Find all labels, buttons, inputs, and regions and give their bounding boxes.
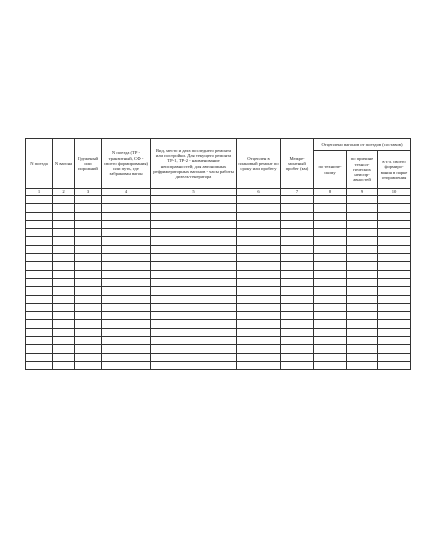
table-cell[interactable] xyxy=(378,345,411,353)
table-cell[interactable] xyxy=(26,337,53,345)
table-cell[interactable] xyxy=(151,361,237,369)
table-cell[interactable] xyxy=(237,237,281,245)
table-cell[interactable] xyxy=(314,312,347,320)
table-cell[interactable] xyxy=(75,204,102,212)
table-cell[interactable] xyxy=(237,312,281,320)
header-detached-group: Отцеплено вагонов от поездов (составов) xyxy=(314,139,411,151)
table-cell[interactable] xyxy=(378,262,411,270)
table-cell[interactable] xyxy=(378,328,411,336)
table-cell[interactable] xyxy=(26,328,53,336)
table-row xyxy=(26,320,411,328)
table-cell[interactable] xyxy=(75,245,102,253)
table-row xyxy=(26,270,411,278)
table-cell[interactable] xyxy=(314,196,347,204)
table-cell[interactable] xyxy=(75,312,102,320)
table-row xyxy=(26,287,411,295)
table-cell[interactable] xyxy=(75,254,102,262)
table-cell[interactable] xyxy=(151,303,237,311)
column-number: 7 xyxy=(281,189,314,196)
table-cell[interactable] xyxy=(281,229,314,237)
table-cell[interactable] xyxy=(53,295,75,303)
table-row xyxy=(26,262,411,270)
table-cell[interactable] xyxy=(281,196,314,204)
table-cell[interactable] xyxy=(237,361,281,369)
table-cell[interactable] xyxy=(151,312,237,320)
table-cell[interactable] xyxy=(26,303,53,311)
table-cell[interactable] xyxy=(281,295,314,303)
table-row xyxy=(26,237,411,245)
table-cell[interactable] xyxy=(151,262,237,270)
table-cell[interactable] xyxy=(26,254,53,262)
column-number: 1 xyxy=(26,189,53,196)
table-cell[interactable] xyxy=(237,220,281,228)
table-cell[interactable] xyxy=(237,212,281,220)
table-cell[interactable] xyxy=(347,262,378,270)
header-own-formation: в т.ч. своего формиро-вания в парке отправления xyxy=(378,151,411,189)
table-cell[interactable] xyxy=(314,337,347,345)
table-cell[interactable] xyxy=(281,220,314,228)
table-cell[interactable] xyxy=(347,270,378,278)
column-number-row xyxy=(26,189,411,196)
table-cell[interactable] xyxy=(75,270,102,278)
table-row xyxy=(26,328,411,336)
table-cell[interactable] xyxy=(378,278,411,286)
table-cell[interactable] xyxy=(75,303,102,311)
table-cell[interactable] xyxy=(53,220,75,228)
table-row xyxy=(26,212,411,220)
header-loaded-or-empty: Груженый или порожний xyxy=(75,139,102,189)
table-cell[interactable] xyxy=(237,287,281,295)
table-cell[interactable] xyxy=(102,337,151,345)
table-row xyxy=(26,312,411,320)
table-cell[interactable] xyxy=(314,287,347,295)
header-train-or-track: N поезда (ТР - транзитный, СФ - своего формирования) или путь, где забракован вагон xyxy=(102,139,151,189)
table-body xyxy=(26,189,411,370)
table-cell[interactable] xyxy=(281,254,314,262)
table-cell[interactable] xyxy=(347,312,378,320)
column-number: 9 xyxy=(347,189,378,196)
table-cell[interactable] xyxy=(281,278,314,286)
header-train-number: N поезда xyxy=(26,139,53,189)
table-cell[interactable] xyxy=(237,295,281,303)
table-cell[interactable] xyxy=(237,328,281,336)
table-cell[interactable] xyxy=(151,254,237,262)
table-cell[interactable] xyxy=(281,328,314,336)
table-cell[interactable] xyxy=(102,196,151,204)
table-cell[interactable] xyxy=(102,229,151,237)
table-cell[interactable] xyxy=(102,270,151,278)
table-cell[interactable] xyxy=(347,254,378,262)
table-row xyxy=(26,303,411,311)
table-cell[interactable] xyxy=(347,196,378,204)
table-cell[interactable] xyxy=(281,245,314,253)
table-cell[interactable] xyxy=(151,237,237,245)
table-cell[interactable] xyxy=(102,353,151,361)
table-cell[interactable] xyxy=(314,345,347,353)
table-cell[interactable] xyxy=(347,337,378,345)
table-cell[interactable] xyxy=(26,212,53,220)
table-cell[interactable] xyxy=(53,245,75,253)
table-cell[interactable] xyxy=(378,361,411,369)
table-cell[interactable] xyxy=(378,295,411,303)
table-cell[interactable] xyxy=(53,278,75,286)
table-cell[interactable] xyxy=(281,345,314,353)
table-cell[interactable] xyxy=(151,295,237,303)
table-row xyxy=(26,220,411,228)
table-row xyxy=(26,254,411,262)
table-cell[interactable] xyxy=(151,196,237,204)
table-cell[interactable] xyxy=(75,220,102,228)
table-cell[interactable] xyxy=(237,229,281,237)
table-cell[interactable] xyxy=(75,287,102,295)
table-cell[interactable] xyxy=(314,237,347,245)
table-cell[interactable] xyxy=(281,303,314,311)
column-number: 2 xyxy=(53,189,75,196)
table-cell[interactable] xyxy=(102,245,151,253)
table-cell[interactable] xyxy=(53,328,75,336)
table-cell[interactable] xyxy=(281,212,314,220)
table-cell[interactable] xyxy=(26,204,53,212)
table-cell[interactable] xyxy=(314,220,347,228)
table-cell[interactable] xyxy=(151,278,237,286)
table-cell[interactable] xyxy=(102,237,151,245)
table-cell[interactable] xyxy=(102,361,151,369)
table-cell[interactable] xyxy=(53,254,75,262)
table-cell[interactable] xyxy=(102,295,151,303)
table-cell[interactable] xyxy=(378,287,411,295)
table-cell[interactable] xyxy=(53,361,75,369)
table-cell[interactable] xyxy=(26,295,53,303)
table-cell[interactable] xyxy=(53,287,75,295)
table-cell[interactable] xyxy=(53,270,75,278)
table-cell[interactable] xyxy=(347,220,378,228)
table-row xyxy=(26,337,411,345)
table-cell[interactable] xyxy=(347,345,378,353)
table-cell[interactable] xyxy=(26,270,53,278)
header-mileage: Межре-монтный пробег (км) xyxy=(281,139,314,189)
table-cell[interactable] xyxy=(314,270,347,278)
table-cell[interactable] xyxy=(26,196,53,204)
table-cell[interactable] xyxy=(237,345,281,353)
table-cell[interactable] xyxy=(314,204,347,212)
table-cell[interactable] xyxy=(151,320,237,328)
table-cell[interactable] xyxy=(102,220,151,228)
table-cell[interactable] xyxy=(151,229,237,237)
table-cell[interactable] xyxy=(347,361,378,369)
table-cell[interactable] xyxy=(347,287,378,295)
table-cell[interactable] xyxy=(26,220,53,228)
table-cell[interactable] xyxy=(53,237,75,245)
table-cell[interactable] xyxy=(26,312,53,320)
table-cell[interactable] xyxy=(347,278,378,286)
table-cell[interactable] xyxy=(378,196,411,204)
table-cell[interactable] xyxy=(378,220,411,228)
table-cell[interactable] xyxy=(75,262,102,270)
table-cell[interactable] xyxy=(347,212,378,220)
table-cell[interactable] xyxy=(26,361,53,369)
table-cell[interactable] xyxy=(151,337,237,345)
table-cell[interactable] xyxy=(281,237,314,245)
table-cell[interactable] xyxy=(314,295,347,303)
table-cell[interactable] xyxy=(237,337,281,345)
table-row xyxy=(26,361,411,369)
table-cell[interactable] xyxy=(378,353,411,361)
table-cell[interactable] xyxy=(237,196,281,204)
form-sheet xyxy=(25,138,410,370)
table-cell[interactable] xyxy=(26,245,53,253)
header-repair-info: Вид, место и дата последнего ремонта или постройки. Для текущего ремонта ТР-1, ТР-2 - наименование неисправностей; для автономных рефрижераторных вагонов - часы работы дизель-генератора xyxy=(151,139,237,189)
table-cell[interactable] xyxy=(314,212,347,220)
table-cell[interactable] xyxy=(151,345,237,353)
table-cell[interactable] xyxy=(53,353,75,361)
header-wagon-number: N вагона xyxy=(53,139,75,189)
table-row xyxy=(26,196,411,204)
table-cell[interactable] xyxy=(102,262,151,270)
column-number: 3 xyxy=(75,189,102,196)
table-cell[interactable] xyxy=(237,303,281,311)
table-cell[interactable] xyxy=(378,312,411,320)
table-cell[interactable] xyxy=(281,287,314,295)
table-cell[interactable] xyxy=(347,303,378,311)
header-planned-repair: Отцеплен в плановый ремонт по сроку или пробегу xyxy=(237,139,281,189)
table-row xyxy=(26,353,411,361)
table-cell[interactable] xyxy=(314,262,347,270)
table-cell[interactable] xyxy=(53,262,75,270)
table-cell[interactable] xyxy=(237,204,281,212)
table-cell[interactable] xyxy=(26,320,53,328)
table-cell[interactable] xyxy=(314,361,347,369)
table-cell[interactable] xyxy=(26,229,53,237)
table-cell[interactable] xyxy=(102,312,151,320)
table-cell[interactable] xyxy=(151,287,237,295)
table-cell[interactable] xyxy=(378,212,411,220)
table-cell[interactable] xyxy=(314,245,347,253)
table-cell[interactable] xyxy=(26,262,53,270)
table-cell[interactable] xyxy=(281,337,314,345)
table-cell[interactable] xyxy=(151,220,237,228)
table-cell[interactable] xyxy=(347,204,378,212)
table-cell[interactable] xyxy=(53,303,75,311)
table-cell[interactable] xyxy=(53,312,75,320)
table-cell[interactable] xyxy=(378,204,411,212)
table-cell[interactable] xyxy=(75,229,102,237)
table-cell[interactable] xyxy=(53,212,75,220)
table-row xyxy=(26,204,411,212)
table-cell[interactable] xyxy=(102,212,151,220)
table-cell[interactable] xyxy=(237,254,281,262)
table-cell[interactable] xyxy=(314,328,347,336)
table-cell[interactable] xyxy=(151,353,237,361)
table-cell[interactable] xyxy=(378,245,411,253)
table-cell[interactable] xyxy=(281,320,314,328)
table-cell[interactable] xyxy=(75,337,102,345)
table-cell[interactable] xyxy=(75,278,102,286)
table-cell[interactable] xyxy=(102,204,151,212)
table-cell[interactable] xyxy=(151,245,237,253)
table-cell[interactable] xyxy=(53,229,75,237)
table-cell[interactable] xyxy=(314,353,347,361)
table-cell[interactable] xyxy=(75,361,102,369)
table-cell[interactable] xyxy=(281,262,314,270)
table-cell[interactable] xyxy=(347,245,378,253)
table-cell[interactable] xyxy=(347,237,378,245)
table-cell[interactable] xyxy=(347,295,378,303)
table-cell[interactable] xyxy=(102,254,151,262)
table-cell[interactable] xyxy=(102,328,151,336)
table-cell[interactable] xyxy=(75,353,102,361)
table-cell[interactable] xyxy=(75,320,102,328)
column-number: 10 xyxy=(378,189,411,196)
table-cell[interactable] xyxy=(75,295,102,303)
table-cell[interactable] xyxy=(237,262,281,270)
table-cell[interactable] xyxy=(102,287,151,295)
table-cell[interactable] xyxy=(53,204,75,212)
table-cell[interactable] xyxy=(75,345,102,353)
table-cell[interactable] xyxy=(26,287,53,295)
table-cell[interactable] xyxy=(378,320,411,328)
wagon-register-table xyxy=(25,138,411,370)
table-cell[interactable] xyxy=(237,278,281,286)
table-cell[interactable] xyxy=(26,353,53,361)
table-cell[interactable] xyxy=(75,328,102,336)
table-cell[interactable] xyxy=(314,229,347,237)
column-number: 5 xyxy=(151,189,237,196)
column-number: 8 xyxy=(314,189,347,196)
table-cell[interactable] xyxy=(53,345,75,353)
table-cell[interactable] xyxy=(281,204,314,212)
table-cell[interactable] xyxy=(53,196,75,204)
table-cell[interactable] xyxy=(102,345,151,353)
table-cell[interactable] xyxy=(378,337,411,345)
table-cell[interactable] xyxy=(151,328,237,336)
table-cell[interactable] xyxy=(378,270,411,278)
table-cell[interactable] xyxy=(102,303,151,311)
table-row xyxy=(26,295,411,303)
table-cell[interactable] xyxy=(347,353,378,361)
table-cell[interactable] xyxy=(75,237,102,245)
table-cell[interactable] xyxy=(102,278,151,286)
table-cell[interactable] xyxy=(75,212,102,220)
table-cell[interactable] xyxy=(314,278,347,286)
table-cell[interactable] xyxy=(237,353,281,361)
table-cell[interactable] xyxy=(281,353,314,361)
table-cell[interactable] xyxy=(53,337,75,345)
header-technological: по причине технол-гических неиспр-авностей xyxy=(347,151,378,189)
table-row xyxy=(26,345,411,353)
table-cell[interactable] xyxy=(378,237,411,245)
column-number: 6 xyxy=(237,189,281,196)
table-cell[interactable] xyxy=(26,278,53,286)
table-cell[interactable] xyxy=(26,345,53,353)
header-technical: по техниче-скому xyxy=(314,151,347,189)
table-cell[interactable] xyxy=(347,229,378,237)
table-cell[interactable] xyxy=(314,320,347,328)
table-cell[interactable] xyxy=(281,361,314,369)
table-cell[interactable] xyxy=(53,320,75,328)
table-row xyxy=(26,245,411,253)
table-cell[interactable] xyxy=(378,303,411,311)
table-cell[interactable] xyxy=(102,320,151,328)
table-cell[interactable] xyxy=(75,196,102,204)
table-cell[interactable] xyxy=(237,270,281,278)
table-cell[interactable] xyxy=(151,270,237,278)
table-row xyxy=(26,229,411,237)
table-cell[interactable] xyxy=(26,237,53,245)
table-cell[interactable] xyxy=(378,229,411,237)
table-row xyxy=(26,278,411,286)
table-cell[interactable] xyxy=(151,204,237,212)
table-cell[interactable] xyxy=(314,254,347,262)
table-cell[interactable] xyxy=(237,245,281,253)
table-cell[interactable] xyxy=(151,212,237,220)
table-cell[interactable] xyxy=(347,320,378,328)
table-cell[interactable] xyxy=(281,312,314,320)
table-cell[interactable] xyxy=(347,328,378,336)
table-cell[interactable] xyxy=(237,320,281,328)
column-number: 4 xyxy=(102,189,151,196)
table-cell[interactable] xyxy=(378,254,411,262)
table-cell[interactable] xyxy=(281,270,314,278)
table-cell[interactable] xyxy=(314,303,347,311)
